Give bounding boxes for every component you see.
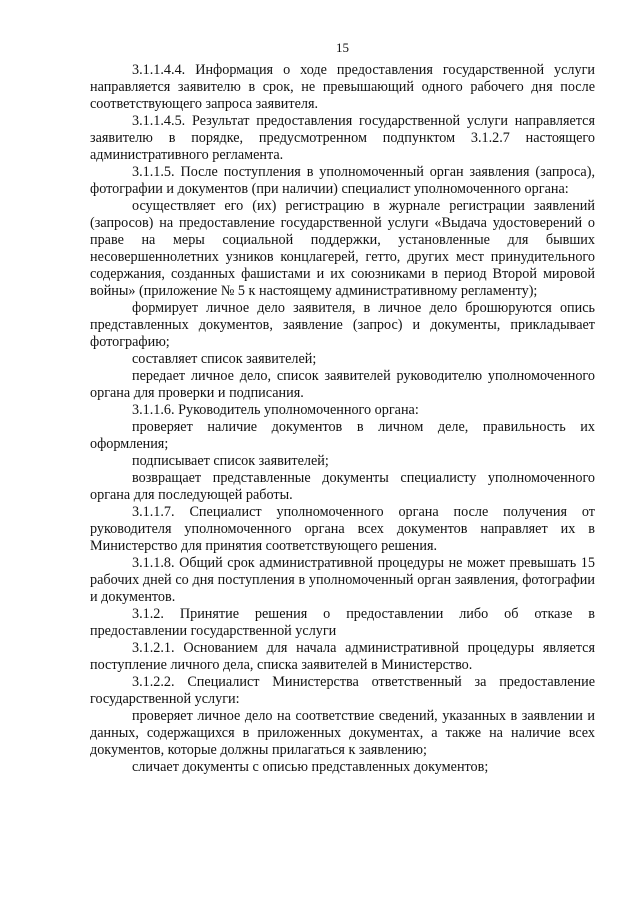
paragraph-3-1-1-4-5: 3.1.1.4.5. Результат предоставления государственной услуги направляется заявителю в порядке, предусмотренном подпунктом 3.1.2.7 настоящего административного регламента. — [90, 113, 595, 163]
paragraph-3-1-1-5: 3.1.1.5. После поступления в уполномоченный орган заявления (запроса), фотографии и документов (при наличии) специалист уполномоченного органа: — [90, 164, 595, 197]
paragraph-3-1-2: 3.1.2. Принятие решения о предоставлении либо об отказе в предоставлении государственной услуги — [90, 606, 595, 639]
paragraph-3-1-1-6: 3.1.1.6. Руководитель уполномоченного органа: — [132, 402, 419, 418]
paragraph-3-1-1-8: 3.1.1.8. Общий срок административной процедуры не может превышать 15 рабочих дней со дня поступления в уполномоченный орган заявления, фотографии и документов. — [90, 555, 595, 605]
paragraph-3-1-2-2: 3.1.2.2. Специалист Министерства ответственный за предоставление государственной услуги: — [90, 674, 595, 707]
list-item-applicant-list: составляет список заявителей; — [132, 351, 317, 367]
page-number: 15 — [336, 40, 349, 55]
paragraph-3-1-1-7: 3.1.1.7. Специалист уполномоченного органа после получения от руководителя уполномоченного органа всех документов направляет их в Министерство для принятия соответствующего решения. — [90, 504, 595, 554]
list-item-transfer: передает личное дело, список заявителей руководителю уполномоченного органа для проверки и подписания. — [90, 368, 595, 401]
document-body — [90, 62, 595, 776]
list-item-return-documents: возвращает представленные документы специалисту уполномоченного органа для последующей работы. — [90, 470, 595, 503]
list-item-compare-inventory: сличает документы с описью представленных документов; — [132, 759, 489, 775]
list-item-registration: осуществляет его (их) регистрацию в журнале регистрации заявлений (запросов) на предоставление государственной услуги «Выдача удостоверений о праве на меры социальной поддержки, установленные для бывших несовершеннолетних узников концлагерей, гетто, других мест принудительного содержания, созданных фашистами и их союзниками в период Второй мировой войны» (приложение № 5 к настоящему административному регламенту); — [90, 198, 595, 299]
list-item-check-documents: проверяет наличие документов в личном деле, правильность их оформления; — [90, 419, 595, 452]
paragraph-3-1-1-4-4: 3.1.1.4.4. Информация о ходе предоставления государственной услуги направляется заявителю в срок, не превышающий одного рабочего дня после соответствующего запроса заявителя. — [90, 62, 595, 112]
list-item-sign-list: подписывает список заявителей; — [132, 453, 329, 469]
list-item-verify-file: проверяет личное дело на соответствие сведений, указанных в заявлении и данных, содержащихся в приложенных документах, а также на наличие всех документов, которые должны прилагаться к заявлению; — [90, 708, 595, 758]
paragraph-3-1-2-1: 3.1.2.1. Основанием для начала административной процедуры является поступление личного дела, списка заявителей в Министерство. — [90, 640, 595, 673]
list-item-personal-file: формирует личное дело заявителя, в личное дело брошюруются опись представленных документов, заявление (запрос) и документы, прикладывает фотографию; — [90, 300, 595, 350]
